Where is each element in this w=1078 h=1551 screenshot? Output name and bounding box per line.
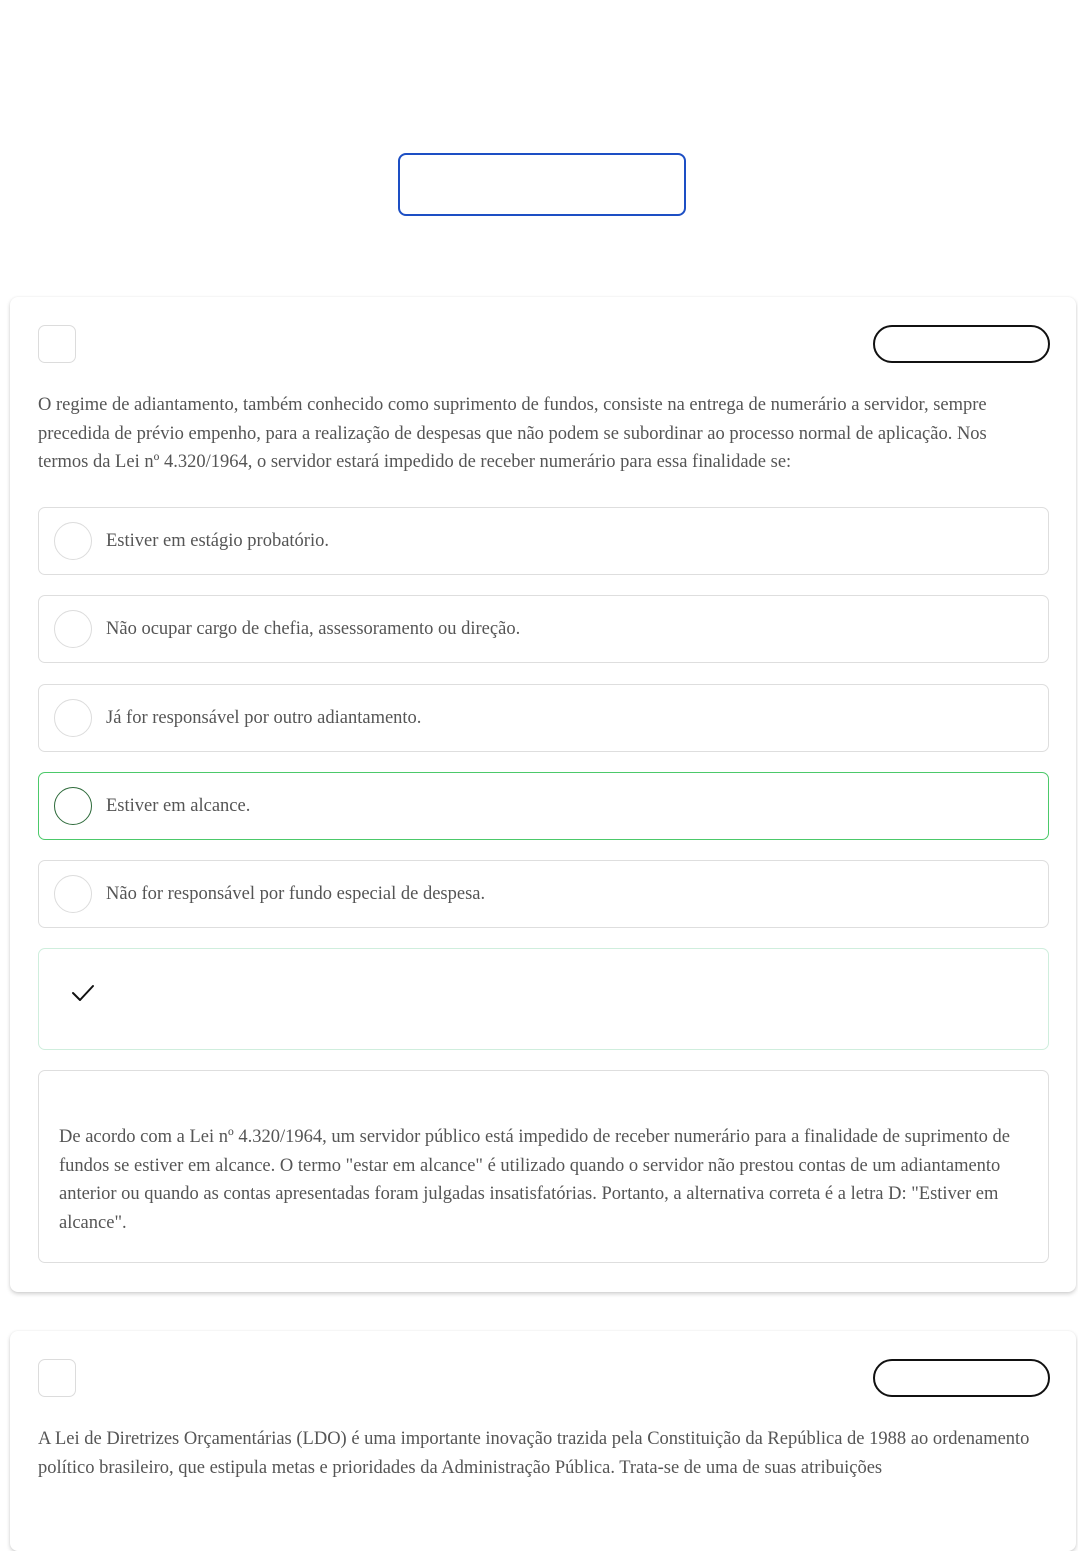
option-c[interactable] <box>38 684 1049 752</box>
option-e[interactable] <box>38 860 1049 928</box>
option-b-radio[interactable] <box>54 610 92 648</box>
question-card-2 <box>10 1331 1076 1551</box>
top-action-button[interactable] <box>398 153 686 216</box>
answer-feedback-box <box>38 948 1049 1050</box>
question-card-1 <box>10 297 1076 1292</box>
option-c-label: Já for responsável por outro adiantamento. <box>106 708 422 728</box>
option-a[interactable] <box>38 507 1049 575</box>
option-b[interactable] <box>38 595 1049 663</box>
option-d-radio[interactable] <box>54 787 92 825</box>
option-e-label: Não for responsável por fundo especial de despesa. <box>106 884 486 904</box>
question-2-text: A Lei de Diretrizes Orçamentárias (LDO) é uma importante inovação trazida pela Constituição da República de 1988 ao ordenamento político brasileiro, que estipula metas e prioridades da Administração Pública. Trata-se de uma de suas atribuições <box>38 1429 1030 1478</box>
option-e-radio[interactable] <box>54 875 92 913</box>
option-d-label: Estiver em alcance. <box>106 796 251 816</box>
question-1-text: O regime de adiantamento, também conhecido como suprimento de fundos, consiste na entrega de numerário a servidor, sempre precedida de prévio empenho, para a realização de despesas que não podem se subordinar ao processo normal de aplicação. Nos termos da Lei nº 4.320/1964, o servidor estará impedido de receber numerário para essa finalidade se: <box>38 395 987 472</box>
option-c-radio[interactable] <box>54 699 92 737</box>
option-a-radio[interactable] <box>54 522 92 560</box>
checkmark-icon <box>71 983 95 1003</box>
option-b-label: Não ocupar cargo de chefia, assessoramento ou direção. <box>106 619 521 639</box>
option-d[interactable] <box>38 772 1049 840</box>
question-2-pill-button[interactable] <box>873 1359 1050 1397</box>
explanation-text: De acordo com a Lei nº 4.320/1964, um servidor público está impedido de receber numerário para a finalidade de suprimento de fundos se estiver em alcance. O termo "estar em alcance" é utilizado quando o servidor não prestou contas de um adiantamento anterior ou quando as contas apresentadas foram julgadas insatisfatórias. Portanto, a alternativa correta é a letra D: "Estiver em alcance". <box>59 1127 1010 1233</box>
question-1-checkbox[interactable] <box>38 325 76 363</box>
explanation-box <box>38 1070 1049 1263</box>
question-2-checkbox[interactable] <box>38 1359 76 1397</box>
question-1-pill-button[interactable] <box>873 325 1050 363</box>
option-a-label: Estiver em estágio probatório. <box>106 531 329 551</box>
